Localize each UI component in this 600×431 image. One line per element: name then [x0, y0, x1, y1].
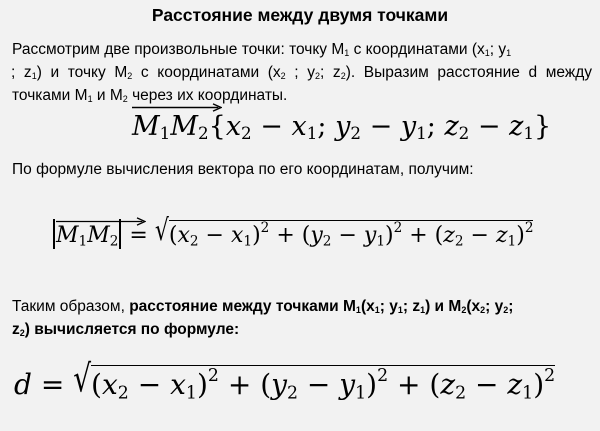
page-title: Расстояние между двумя точками [151, 5, 449, 25]
vector-formula-text: По формуле вычисления вектора по его координатам, получим: [12, 161, 474, 178]
intro-paragraph: Рассмотрим две произвольные точки: точку $M_1$ с координатами ($x_1$; $y_1$ ; $z_1$) и точку $M_2$ с координатами ($x_2$ ; $y_2$; $z_2$). Выразим расстояние d между точками $M_1$ и $M_2$ через их координаты. [11, 41, 593, 104]
conclusion-paragraph: Таким образом, расстояние между точками $M_1(x_1$; $y_1$; $z_1$) и $M_2(x_2$; $y_2$; $z_2$) вычисляется по формуле: [12, 298, 514, 338]
vector-arrow-icon [56, 217, 146, 226]
vector-coordinates-formula: $M_1M_2\{x_2 - x_1$; $y_2 - y_1$; $z_2 - z_1$} [132, 111, 551, 142]
vector-length-formula: $M_1M_2 = √(x_2 - x_1)^2 + (y_2 - y_1)^2 + (z_2 - z_1)^2$ [52, 219, 533, 249]
vector-m1m2: $M_1M_2$ [132, 111, 209, 142]
abs-bar-left [53, 219, 55, 249]
distance-formula: $d = √(x_2 - x_1)^2 + (y_2 - y_1)^2 + (z_2 - z_1)^2$ [14, 356, 556, 404]
vector-arrow-icon [132, 103, 222, 112]
vector-m1m2-abs: $M_1M_2$ [56, 223, 118, 248]
radical-icon: √ [73, 356, 92, 401]
radical-icon: √ [154, 214, 169, 248]
square-root: $√(x_2 - x_1)^2 + (y_2 - y_1)^2 + (z_2 - z_1)^2$ [73, 356, 556, 404]
square-root: $√(x_2 - x_1)^2 + (y_2 - y_1)^2 + (z_2 - z_1)^2$ [154, 214, 534, 250]
